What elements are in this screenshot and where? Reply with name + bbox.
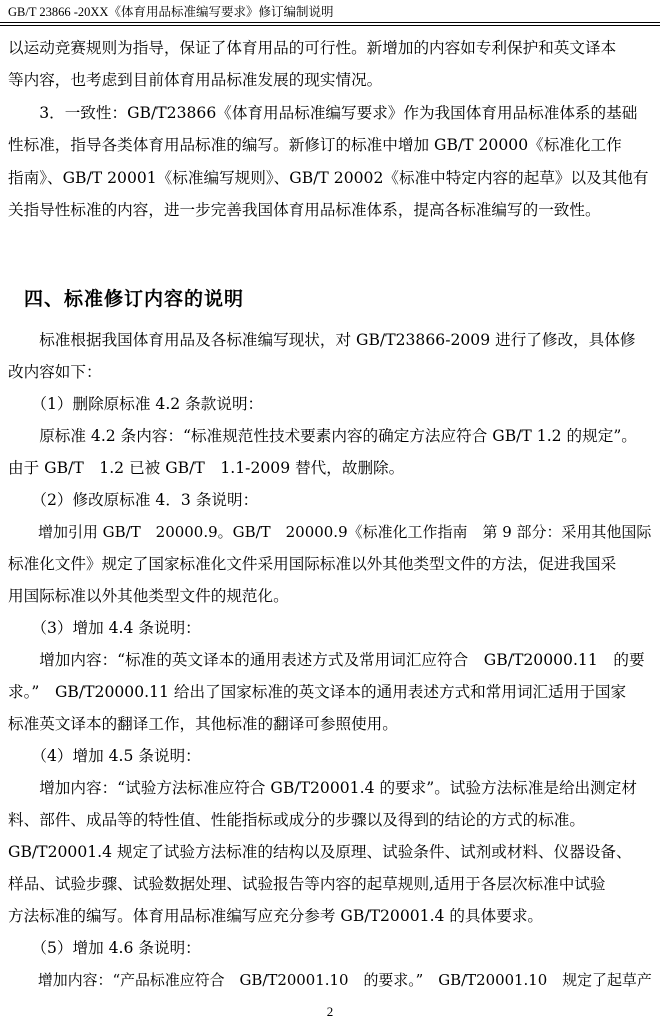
body-line: 由于 GB/T 1.2 已被 GB/T 1.1-2009 替代，故删除。 xyxy=(8,459,405,477)
body-line: （1）删除原标准 4.2 条款说明： xyxy=(8,395,264,413)
section-heading: 四、标准修订内容的说明 xyxy=(24,288,245,310)
body-line: 标准英文译本的翻译工作，其他标准的翻译可参照使用。 xyxy=(8,715,398,733)
body-line: 关指导性标准的内容，进一步完善我国体育用品标准体系，提高各标准编写的一致性。 xyxy=(8,201,601,219)
body-line: GB/T20001.4 规定了试验方法标准的结构以及原理、试验条件、试剂或材料、仪器设备、 xyxy=(8,843,632,861)
body-line: 样品、试验步骤、试验数据处理、试验报告等内容的起草规则,适用于各层次标准中试验 xyxy=(8,875,606,893)
body-line: 求。” GB/T20000.11 给出了国家标准的英文译本的通用表述方式和常用词汇适用于国家 xyxy=(8,683,627,701)
body-line: （5）增加 4.6 条说明： xyxy=(8,939,201,957)
header-rule-bottom xyxy=(0,25,660,26)
body-line: 增加内容：“试验方法标准应符合 GB/T20001.4 的要求”。试验方法标准是给出测定材 xyxy=(8,779,637,797)
body-line: （3）增加 4.4 条说明： xyxy=(8,619,201,637)
running-header: GB/T 23866 -20XX《体育用品标准编写要求》修订编制说明 xyxy=(8,5,334,19)
body-line: 等内容，也考虑到目前体育用品标准发展的现实情况。 xyxy=(8,71,383,89)
body-line: 标准根据我国体育用品及各标准编写现状，对 GB/T23866-2009 进行了修改，具体修 xyxy=(8,331,636,349)
body-line: 增加内容：“标准的英文译本的通用表述方式及常用词汇应符合 GB/T20000.11 的要 xyxy=(8,651,645,669)
body-line: 以运动竞赛规则为指导，保证了体育用品的可行性。新增加的内容如专利保护和英文译本 xyxy=(8,39,617,57)
header-rule-top xyxy=(0,22,660,23)
body-line: （2）修改原标准 4．3 条说明： xyxy=(8,491,259,509)
page-number: 2 xyxy=(326,1004,334,1019)
body-line: 增加内容：“产品标准应符合 GB/T20001.10 的要求。” GB/T20001.10 规定了起草产 xyxy=(8,971,652,989)
body-line: 性标准，指导各类体育用品标准的编写。新修订的标准中增加 GB/T 20000《标准化工作 xyxy=(8,136,622,154)
body-line: 用国际标准以外其他类型文件的规范化。 xyxy=(8,587,289,605)
body-line: 料、部件、成品等的特性值、性能指标或成分的步骤以及得到的结论的方式的标准。 xyxy=(8,811,585,829)
body-line: （4）增加 4.5 条说明： xyxy=(8,747,201,765)
body-line: 指南》、GB/T 20001《标准编写规则》、GB/T 20002《标准中特定内容的起草》以及其他有 xyxy=(8,169,649,187)
body-line: 方法标准的编写。体育用品标准编写应充分参考 GB/T20001.4 的具体要求。 xyxy=(8,907,543,925)
body-line: 改内容如下： xyxy=(8,363,102,381)
body-line: 增加引用 GB/T 20000.9。GB/T 20000.9《标准化工作指南 第 9 部分：采用其他国际 xyxy=(8,523,652,541)
body-line: 标准化文件》规定了国家标准化文件采用国际标准以外其他类型文件的方法，促进我国采 xyxy=(8,555,617,573)
body-line: 3．一致性：GB/T23866《体育用品标准编写要求》作为我国体育用品标准体系的基础 xyxy=(8,104,638,122)
body-line: 原标准 4.2 条内容：“标准规范性技术要素内容的确定方法应符合 GB/T 1.2 的规定”。 xyxy=(8,427,637,445)
